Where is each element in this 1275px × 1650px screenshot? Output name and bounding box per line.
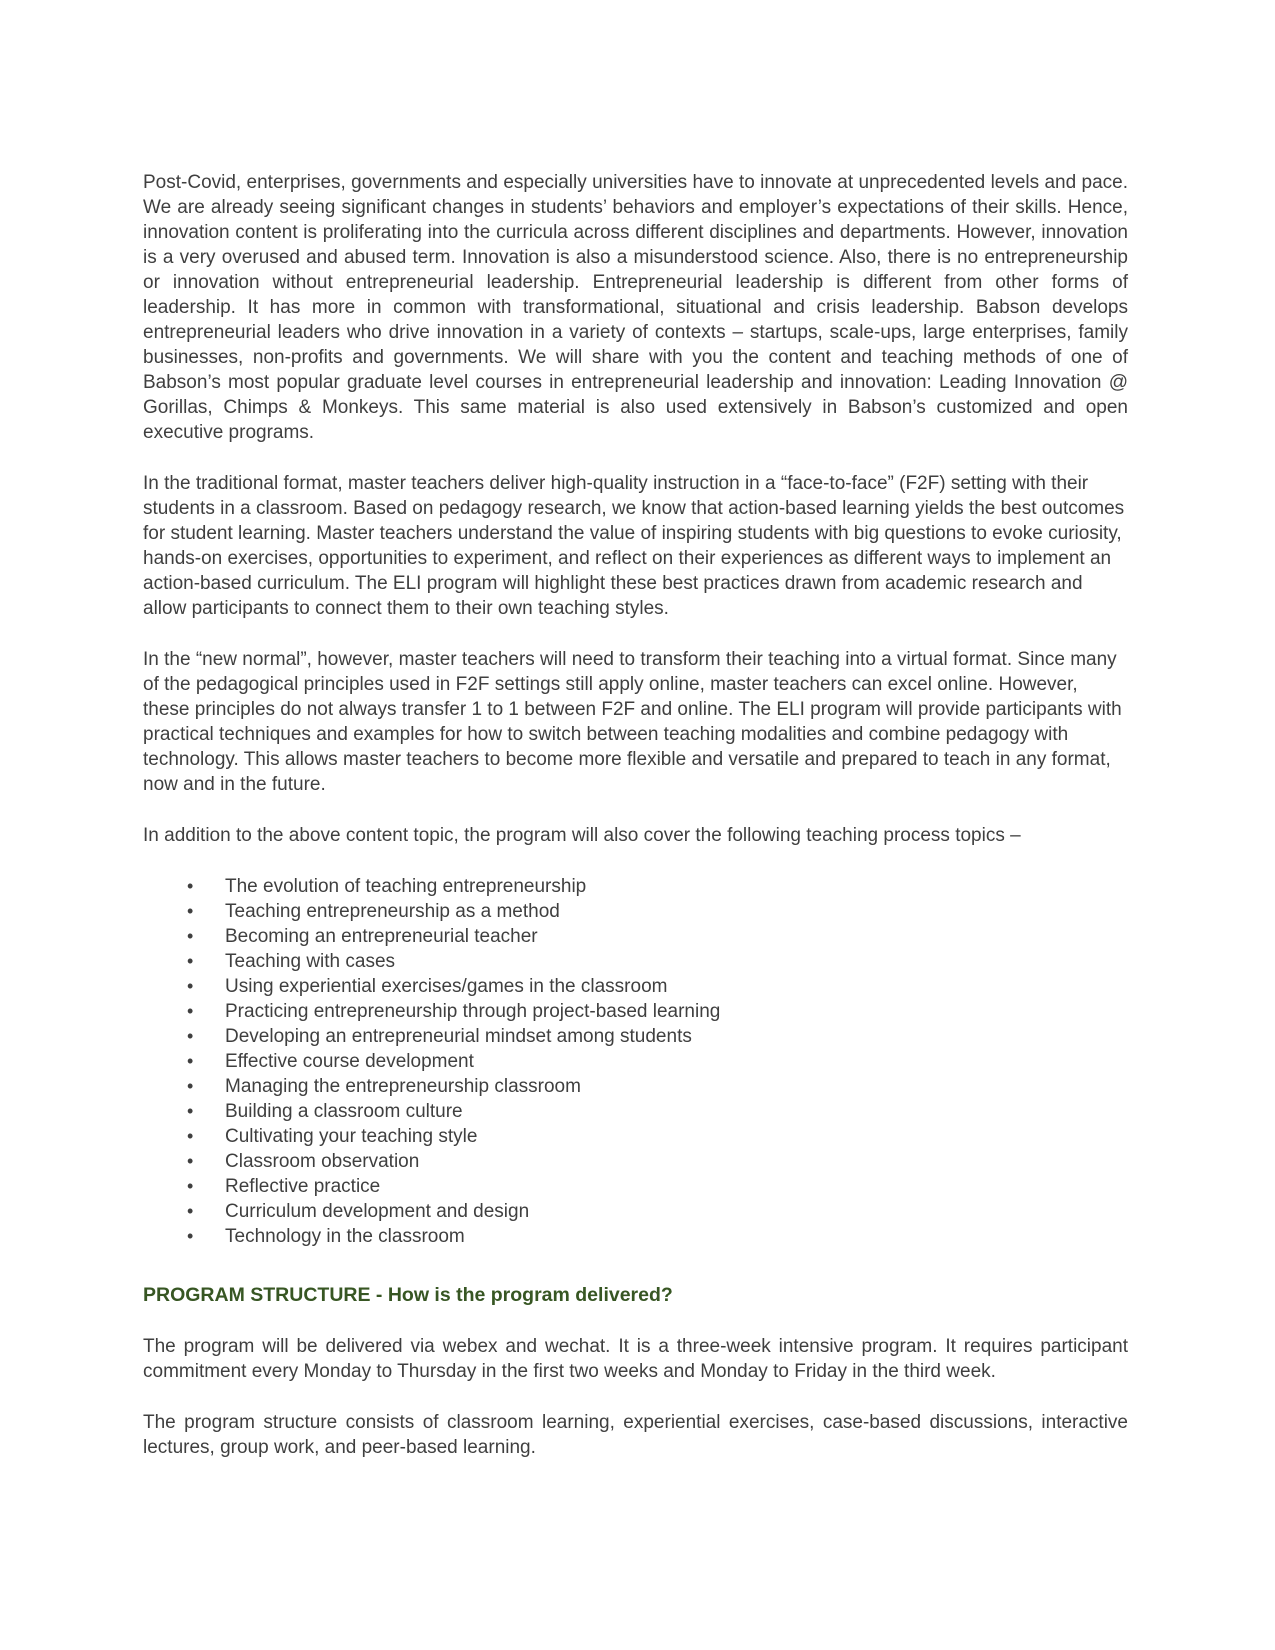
list-item: • Classroom observation [225,1149,1128,1174]
paragraph-delivery: The program will be delivered via webex and wechat. It is a three-week intensive program. It requires participant commitment every Monday to Thursday in the first two weeks and Monday to Friday in the third week. [143,1336,1128,1382]
list-item: • Developing an entrepreneurial mindset among students [225,1024,1128,1049]
list-item: • Technology in the classroom [225,1224,1128,1249]
paragraph-intro: Post-Covid, enterprises, governments and especially universities have to innovate at unprecedented levels and pace. We are already seeing significant changes in students’ behaviors and employer’s expectations of their skills. Hence, innovation content is proliferating into the curricula across different disciplines and departments. However, innovation is a very overused and abused term. Innovation is also a misunderstood science. Also, there is no entrepreneurship or innovation without entrepreneurial leadership. Entrepreneurial leadership is different from other forms of leadership. It has more in common with transformational, situational and crisis leadership. Babson develops entrepreneurial leaders who drive innovation in a variety of contexts – startups, scale-ups, large enterprises, family businesses, non-profits and governments. We will share with you the content and teaching methods of one of Babson’s most popular graduate level courses in entrepreneurial leadership and innovation: Leading Innovation @ Gorillas, Chimps & Monkeys. This same material is also used extensively in Babson’s customized and open executive programs. [143,172,1128,443]
list-item: • Building a classroom culture [225,1099,1128,1124]
paragraph-traditional-format: In the traditional format, master teachers deliver high-quality instruction in a “face-to-face” (F2F) setting with their students in a classroom. Based on pedagogy research, we know that action-based learning yields the best outcomes for student learning. Master teachers understand the value of inspiring students with big questions to evoke curiosity, hands-on exercises, opportunities to experiment, and reflect on their experiences as different ways to implement an action-based curriculum. The ELI program will highlight these best practices drawn from academic research and allow participants to connect them to their own teaching styles. [143,473,1125,619]
list-item: • Curriculum development and design [225,1199,1128,1224]
document-body [143,170,1128,1460]
section-heading-program-structure: PROGRAM STRUCTURE - How is the program delivered? [143,1284,673,1306]
paragraph-new-normal: In the “new normal”, however, master teachers will need to transform their teaching into a virtual format. Since many of the pedagogical principles used in F2F settings still apply online, master teachers can excel online. However, these principles do not always transfer 1 to 1 between F2F and online. The ELI program will provide participants with practical techniques and examples for how to switch between teaching modalities and combine pedagogy with technology. This allows master teachers to become more flexible and versatile and prepared to teach in any format, now and in the future. [143,649,1122,795]
list-item: • Becoming an entrepreneurial teacher [225,924,1128,949]
list-item: • Practicing entrepreneurship through project-based learning [225,999,1128,1024]
list-item: • Reflective practice [225,1174,1128,1199]
list-item: • Using experiential exercises/games in the classroom [225,974,1128,999]
list-item: • Managing the entrepreneurship classroom [225,1074,1128,1099]
list-item: • Cultivating your teaching style [225,1124,1128,1149]
paragraph-structure: The program structure consists of classroom learning, experiential exercises, case-based discussions, interactive lectures, group work, and peer-based learning. [143,1412,1128,1458]
paragraph-topics-lead-in: In addition to the above content topic, the program will also cover the following teaching process topics – [143,825,1021,846]
topics-list [143,874,1128,1249]
list-item: • Effective course development [225,1049,1128,1074]
list-item: • The evolution of teaching entrepreneurship [225,874,1128,899]
list-item: • Teaching entrepreneurship as a method [225,899,1128,924]
list-item: • Teaching with cases [225,949,1128,974]
